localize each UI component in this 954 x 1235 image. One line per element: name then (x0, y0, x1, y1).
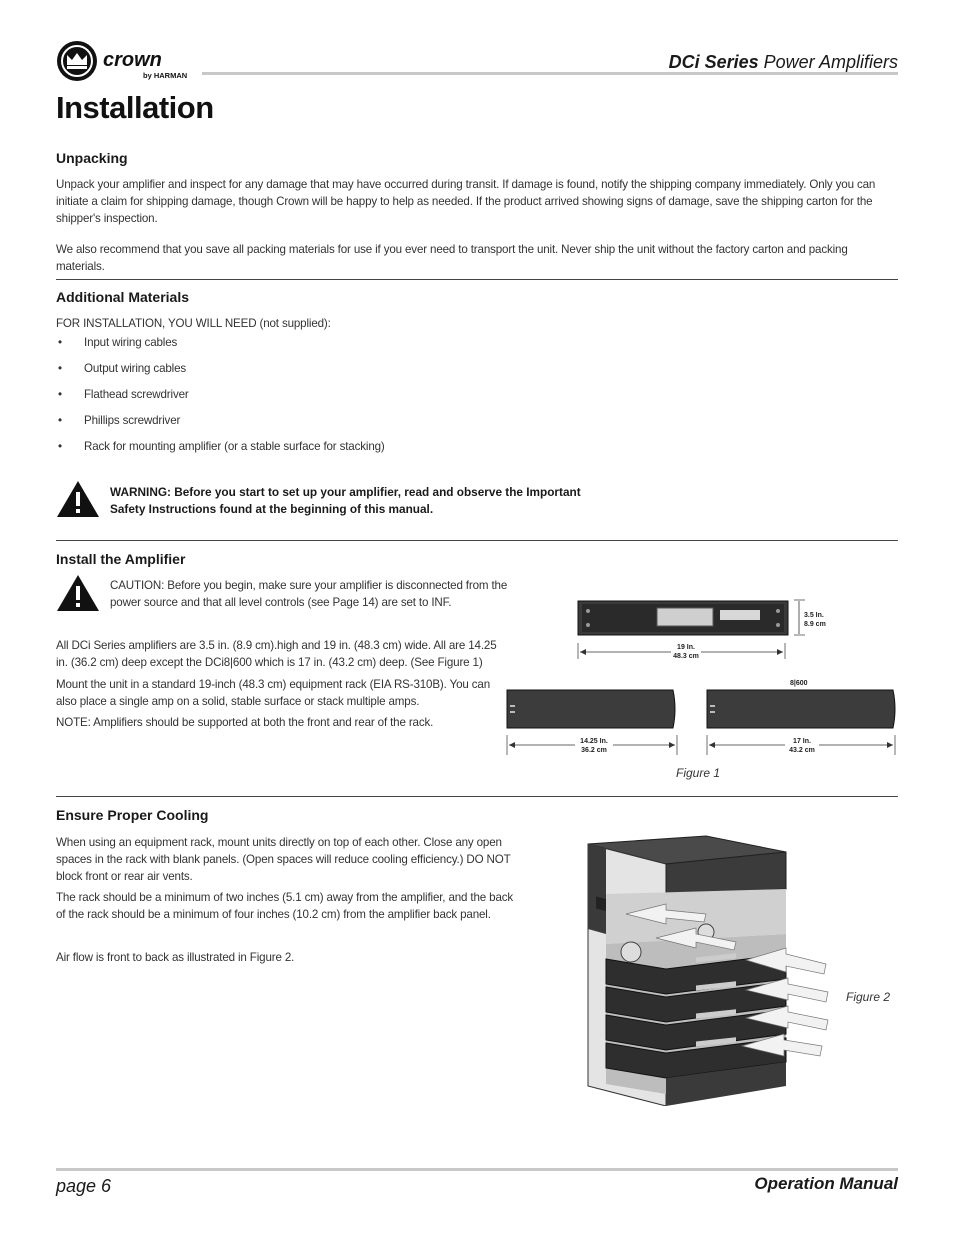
install-paragraph-1: All DCi Series amplifiers are 3.5 in. (8.9 cm).high and 19 in. (48.3 cm) wide. All are 14.25 in. (36.2 cm) deep except the DCi8|600 which is 17 in. (43.2 cm) deep. (See Figure 1) (56, 639, 497, 669)
list-item: • Rack for mounting amplifier (or a stable surface for stacking) (56, 440, 385, 466)
figure-1-dimensions (505, 595, 898, 765)
width-in-label: 19 In. (677, 644, 695, 651)
brand-name: crown (103, 49, 162, 71)
materials-list (56, 336, 385, 466)
figure-2-caption: Figure 2 (846, 990, 891, 1004)
depth-a-in-label: 14.25 In. (580, 738, 608, 745)
caution-icon (56, 574, 100, 612)
manual-title: Operation Manual (754, 1174, 898, 1193)
crown-logo (55, 38, 205, 84)
list-item: • Output wiring cables (56, 362, 385, 388)
list-item: • Phillips screwdriver (56, 414, 385, 440)
page-title: Installation (56, 90, 214, 125)
depth-b-in-label: 17 In. (793, 738, 811, 745)
height-in-label: 3.5 In. (804, 612, 824, 619)
install-paragraph-2: Mount the unit in a standard 19-inch (48.3 cm) equipment rack (EIA RS-310B). You can also place a single amp on a solid, stable surface or stack multiple amps. (56, 678, 491, 708)
figure-1-caption: Figure 1 (676, 766, 721, 780)
caution-text: CAUTION: Before you begin, make sure your amplifier is disconnected from the power source and that all level controls (see Page 14) are set to INF. (110, 579, 508, 609)
cooling-paragraph-3: Air flow is front to back as illustrated in Figure 2. (56, 951, 295, 964)
cooling-heading: Ensure Proper Cooling (56, 807, 209, 823)
cooling-paragraph-2: The rack should be a minimum of two inches (5.1 cm) away from the amplifier, and the back of the rack should be a minimum of four inches (10.2 cm) from the amplifier back panel. (56, 891, 514, 921)
warning-icon (56, 480, 100, 518)
list-item: • Flathead screwdriver (56, 388, 385, 414)
width-cm-label: 48.3 cm (673, 653, 699, 660)
list-item: • Input wiring cables (56, 336, 385, 362)
unpacking-paragraph-2: We also recommend that you save all packing materials for use if you ever need to transport the unit. Never ship the unit without the factory carton and packing materials. (56, 243, 848, 273)
depth-b-cm-label: 43.2 cm (789, 747, 815, 754)
section-divider (56, 796, 898, 797)
install-note: NOTE: Amplifiers should be supported at both the front and rear of the rack. (56, 716, 434, 729)
depth-a-cm-label: 36.2 cm (581, 747, 607, 754)
materials-intro: FOR INSTALLATION, YOU WILL NEED (not supplied): (56, 317, 331, 330)
series-title: DCi Series Power Amplifiers (668, 52, 898, 72)
brand-sub: by HARMAN (143, 71, 188, 80)
section-divider (56, 540, 898, 541)
section-divider (56, 279, 898, 280)
materials-heading: Additional Materials (56, 289, 190, 305)
install-heading: Install the Amplifier (56, 551, 186, 567)
cooling-paragraph-1: When using an equipment rack, mount units directly on top of each other. Close any open spaces in the rack with blank panels. (Open spaces will reduce cooling efficiency.) DO NOT block front or rear air vents. (56, 836, 511, 883)
footer-rule (56, 1168, 898, 1171)
warning-text: WARNING: Before you start to set up your amplifier, read and observe the Important Safety Instructions found at the beginning of this manual. (110, 485, 581, 516)
page-number: page 6 (56, 1176, 112, 1196)
unpacking-paragraph-1: Unpack your amplifier and inspect for any damage that may have occurred during transit. If damage is found, notify the shipping company immediately. Only you can initiate a claim for shipping damage, though Crown will be happy to help as needed. If the product arrived showing signs of damage, save the shipping carton for the shipper's inspection. (56, 178, 876, 225)
figure-2-rack-airflow (586, 834, 832, 1106)
model-label: 8|600 (790, 680, 808, 687)
height-cm-label: 8.9 cm (804, 621, 826, 628)
unpacking-heading: Unpacking (56, 150, 128, 166)
